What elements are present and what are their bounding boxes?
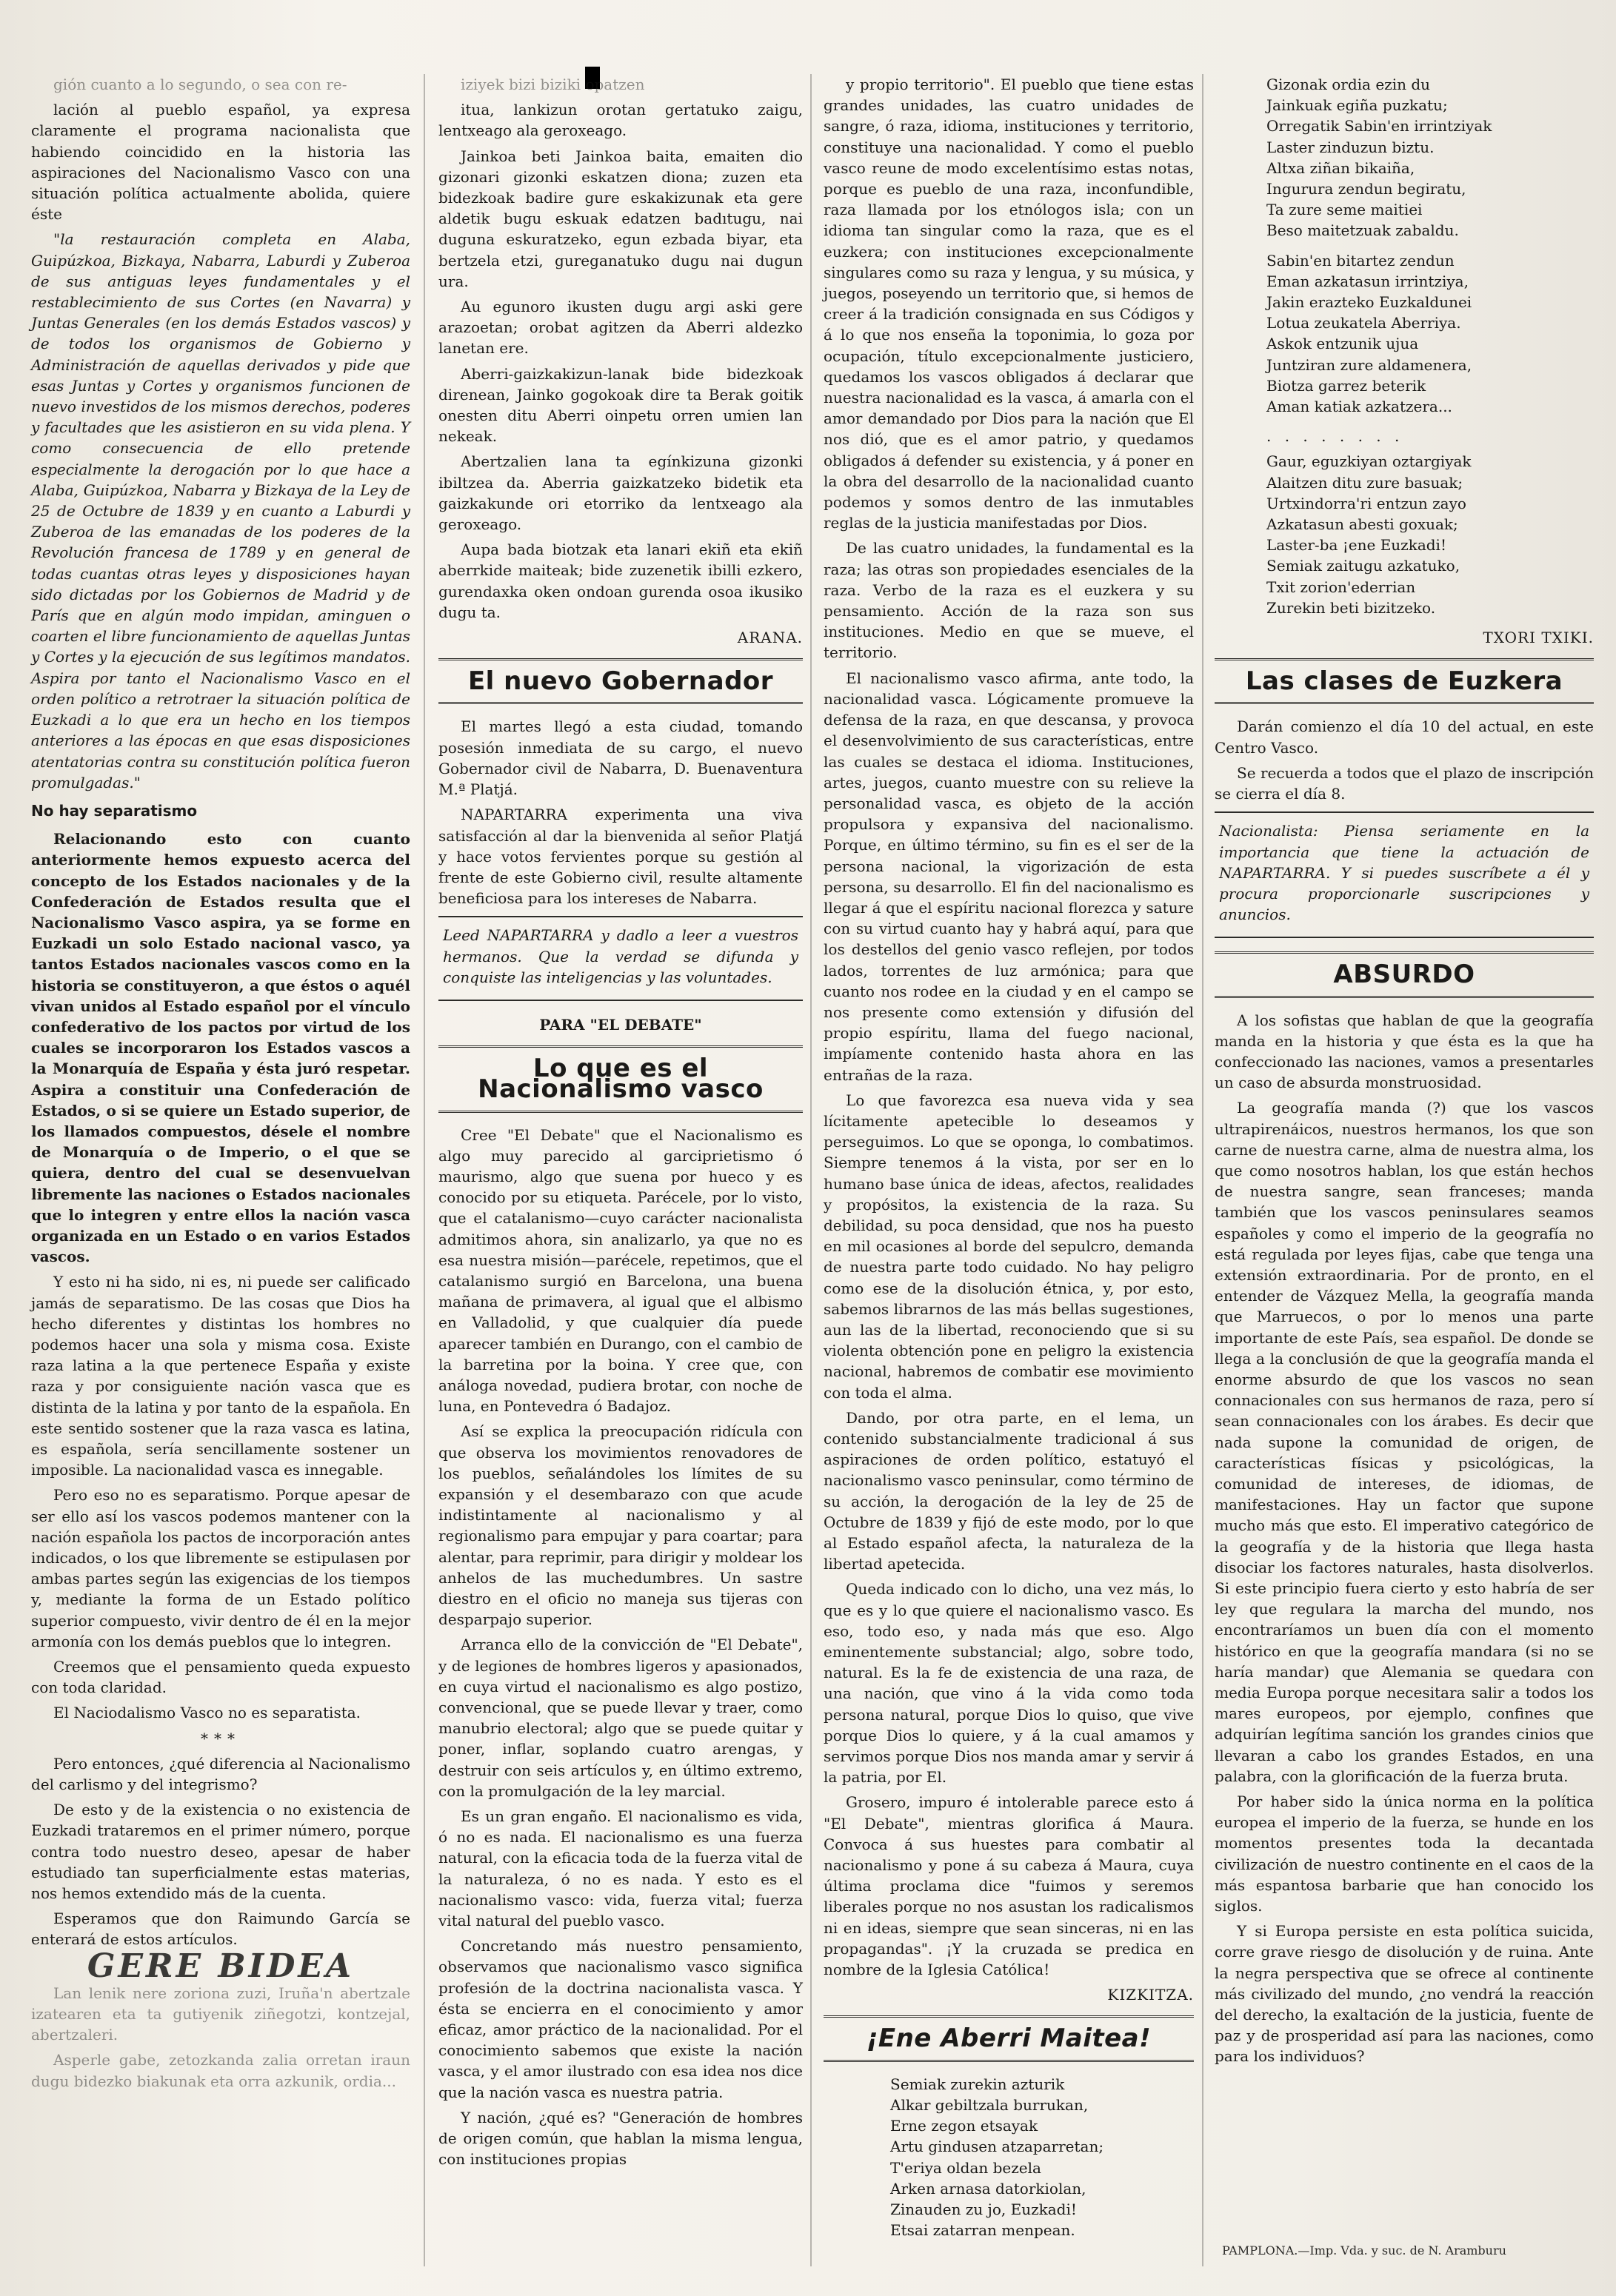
continuation-paragraph: Grosero, impuro é intolerable parece esto á "El Debate", mientras glorifica á Maura. Convoca á sus huestes para combatir al nacionalismo y pone á su cabeza á Maura, cuya última proclama dice "fuimos y seremos liberales porque no nos asustan los radicalismos ni en ideas, siempre que sean sinceras, ni en las propagandas". ¡Y la cruzada se predica en nombre de la Iglesia Católica! — [824, 1793, 1194, 1979]
poem-line: Orregatik Sabin'en irrintziyak — [1266, 117, 1492, 135]
column-1 — [21, 74, 421, 2251]
poem-line: Biotza garrez beterik — [1266, 376, 1426, 395]
heading-absurdo: ABSURDO — [1333, 960, 1475, 990]
column-2 — [428, 74, 813, 2251]
column-3 — [813, 74, 1204, 2251]
poem-line: Arken arnasa datorkiolan, — [890, 2179, 1086, 2198]
poem-line: Erne zegon etsayak — [890, 2117, 1038, 2135]
heading-box-absurdo — [1215, 951, 1594, 997]
top-fragment: iziyek bizi biziki opatzen — [461, 76, 645, 93]
gobernador-paragraph: NAPARTARRA experimenta una viva satisfacción al dar la bienvenida al señor Platjá y hace votos fervientes porque su gestión al frente de este Gobierno civil, resulte altamente beneficiosa para los intereses de Nabarra. — [438, 806, 803, 908]
poem-ene-aberri — [824, 2074, 1194, 2241]
heading-ene-aberri-maitea: ¡Ene Aberri Maitea! — [866, 2024, 1152, 2054]
article-paragraph: Pero entonces, ¿qué diferencia al Nacionalismo del carlismo y del integrismo? — [31, 1754, 410, 1794]
signature-txori-txiki: TXORI TXIKI. — [1483, 629, 1594, 647]
poem-line: Azkatasun abesti goxuak; — [1266, 515, 1458, 534]
poem-line: Gizonak ordia ezin du — [1266, 76, 1431, 93]
poem-stanza — [1266, 451, 1594, 618]
kicker-para-el-debate: PARA "EL DEBATE" — [539, 1015, 702, 1034]
debate-paragraph: Cree "El Debate" que el Nacionalismo es algo muy parecido al garciprietismo ó maurismo, algo que suena por hueco y es conocido por su etiqueta. Parécele, por lo visto, que el catalanismo—cuyo carácter nacionalista admitimos ahora, sin analizarlo, ya que no es esa nuestra misión—parécele, repetimos, que el catalanismo surgió en Barcelona, una buena mañana de primavera, al igual que el albismo en Valladolid, y que cualquier día puede aparecer también en Durango, con el cambio de la barretina por la boina. Y cree que, con análoga novedad, pudiera brotar, con noche de luna, en Pontevedra ó Badajoz. — [438, 1125, 803, 1416]
poem-line: Ta zure seme maitiei — [1266, 201, 1423, 219]
poem-line: Sabin'en bitartez zendun — [1266, 251, 1455, 270]
poem-line: Urtxindorra'ri entzun zayo — [1266, 494, 1466, 512]
continuation-paragraph: De las cuatro unidades, la fundamental es la raza; las otras son propiedades esenciales de la raza. Verbo de la raza es el euzkera y su pensamiento. Acción de la raza son sus instituciones. Medio en que se mueve, el territorio. — [824, 539, 1194, 662]
column-rule — [424, 74, 425, 2266]
poem-line: Alaitzen ditu zure basuak; — [1266, 473, 1463, 492]
poem-line: Ingurura zendun begiratu, — [1266, 180, 1466, 198]
debate-paragraph: Arranca ello de la convicción de "El Debate", y de legiones de hombres ligeros y apasionados, en cuya virtud el nacionalismo es algo postizo, convencional, que se puede llevar y traer, como manubrio electoral; algo que se puede quitar y poner, inflar, soplando cuatro arengas, y destruir con seis artículos y, en último extremo, con la promulgación de la ley marcial. — [438, 1636, 803, 1800]
section-title-no-separatismo: No hay separatismo — [31, 801, 198, 820]
poem-line: Etsai zatarran menpean. — [890, 2221, 1075, 2240]
heading-box-clases — [1215, 658, 1594, 704]
poem-line: Laster zinduzun biztu. — [1266, 138, 1435, 156]
poem-line: Artu gindusen atzaparretan; — [890, 2138, 1104, 2156]
absurdo-paragraph: Por haber sido la única norma en la política europea el imperio de la fuerza, se hunde en los momentos presentes toda la decantada civilización de nuestro continente en el caos de la más espantosa barbarie que han conocido los siglos. — [1215, 1793, 1594, 1915]
poem-line: Semiak zaitugu azkatuko, — [1266, 557, 1460, 575]
poem-line: T'eriya oldan bezela — [890, 2158, 1041, 2177]
poem-line: Lotua zeukatela Aberriya. — [1266, 314, 1461, 332]
poem-line: Beso maitetzuak zabaldu. — [1266, 221, 1459, 240]
poem-line: Zurekin beti bizitzeko. — [1266, 598, 1436, 617]
top-fragment: gión cuanto a lo segundo, o sea con re- — [53, 76, 347, 93]
debate-paragraph: Concretando más nuestro pensamiento, observamos que nacionalismo vasco significa profesión de la doctrina nacionalista vasca. Y ésta se encierra en el conocimiento y amor eficaz, amor práctico de la nacionalidad. Por el conocimiento sabemos que existe la nación vasca, y el amor ilustrado con esa idea nos dice que la nación vasca es nuestra patria. — [438, 1937, 803, 2101]
poem-line: Aman katiak azkatzera... — [1266, 398, 1452, 416]
top-fragment: itua, lankizun orotan gertatuko zaigu, lentxeago ala geroxeago. — [438, 101, 803, 140]
gere-text: Asperle gabe, zetozkanda zalia orretan iraun dugu bidezko biakunak eta orra azkunik, ordia... — [31, 2051, 410, 2090]
heading-lo-que-es-el-nacionalismo-vasco: Lo que es el Nacionalismo vasco — [478, 1054, 764, 1105]
poem-line: Alkar gebiltzala burrukan, — [890, 2095, 1089, 2114]
printer-footer: PAMPLONA.—Imp. Vda. y suc. de N. Aramburu — [1222, 2243, 1506, 2257]
poem-line: Semiak zurekin azturik — [890, 2075, 1065, 2093]
section-stars: *** — [201, 1729, 241, 1747]
box-note-leed — [438, 916, 803, 1001]
signature-arana: ARANA. — [737, 629, 803, 647]
absurdo-paragraph: La geografía manda (?) que los vascos ultrapirenáicos, nuestros hermanos, los que son carne de nuestra carne, alma de nuestra alma, los que como nosotros hablan, los que están hechos de nuestra sangre, sean franceses; manda también que los vascos peninsulares seamos españoles y como el imperio de la geografía no está regulada por leyes fijas, cabe que tenga una extensión extraordinaria. Por de pronto, en el entender de Vázquez Mella, la geografía manda que Marruecos, o por lo menos una parte importante de este País, sea español. De donde se llega a la conclusión de que la geografía manda el enorme absurdo de que los vascos no sean connacionales con sus hermanos de raza, pero sí sean connacionales con los árabes. Es decir que nada supone la comunidad de origen, de características físicas y psicológicas, la comunidad de intereses, de idiomas, de manifestaciones. Hay un factor que supone mucho más que esto. El imperativo categórico de la geografía y de la historia que llega hasta disociar los factores naturales, hasta disolverlos. Si este principio fuera cierto y esto habría de ser ley que regulara la marcha del mundo, nos encontraríamos un buen día con el momento histórico en que la geografía mandara (si no se haría mandar) que Alemania se quedara con media Europa porque necesitara salir a todos los mares europeos, por ejemplo, confines que adquirían legítima sanción los grandes cinios que llevaran a cabo los grandes Estados, en una palabra, con la glorificación de la fuerza bruta. — [1215, 1099, 1594, 1785]
poem-line: Askok entzunik ujua — [1266, 335, 1419, 353]
heading-las-clases-de-euzkera: Las clases de Euzkera — [1245, 666, 1563, 697]
signature-kizkitza: KIZKITZA. — [1107, 1986, 1194, 2004]
heading-box-ene-aberri — [824, 2015, 1194, 2061]
poem-line: Zinauden zu jo, Euzkadi! — [890, 2200, 1077, 2218]
heading-box-gobernador — [438, 658, 803, 704]
intro-paragraph: lación al pueblo español, ya expresa claramente el programa nacionalista que habiendo coincidido en la historia las aspiraciones del Nacionalismo Vasco con una situación política actualmente abolida, quiere éste — [31, 101, 410, 224]
poem-dots: . . . . . . . . — [1266, 427, 1404, 446]
gere-bidea-title: GERE BIDEA — [87, 1947, 355, 1985]
poem-line: Txit zorion'ederrian — [1266, 578, 1416, 596]
clases-paragraph: Darán comienzo el día 10 del actual, en este Centro Vasco. — [1215, 717, 1594, 757]
debate-paragraph: Y nación, ¿qué es? "Generación de hombres de origen común, que hablan la misma lengua, con instituciones propias — [438, 2108, 803, 2169]
quote-paragraph: "la restauración completa en Alaba, Guipúzkoa, Bizkaya, Nabarra, Laburdi y Zuberoa de sus antiguas leyes fundamentales y el restablecimiento de sus Cortes (en Navarra) y Juntas Generales (en los demás Estados vascos) y de todos los organismos de Gobierno y Administración de aquellas derivados y pide que esas Juntas y Cortes y organismos funcionen de nuevo investidos de los mismos derechos, poderes y facultades que les asistieron en su vida plena. Y como consecuencia de ello pretende especialmente la derogación por lo que hace a Alaba, Guipúzkoa, Nabarra y Bizkaya de la Ley de 25 de Octubre de 1839 y en cuanto a Laburdi y Zuberoa de las emanadas de los poderes de la Revolución francesa de 1789 y en general de todas cuantas otras leyes y disposiciones hayan sido dictadas por los Gobiernos de Madrid y de París que en algún modo impidan, aminguen o coarten el libre funcionamiento de aquellas Juntas y Cortes y la ejecución de sus legítimos mandatos. Aspira por tanto el Nacionalismo Vasco en el orden político a retrotraer la situación política de Euzkadi a lo que era un hecho en los tiempos anteriores a las épocas en que esas disposiciones atentatorias contra su constitución política fueron promulgadas." — [31, 230, 410, 791]
gere-text: Lan lenik nere zoriona zuzi, Iruña'n abertzale izatearen eta ta gutiyenik ziñegotzi, kontzejal, abertzaleri. — [31, 1984, 410, 2044]
continuation-paragraph: Lo que favorezca esa nueva vida y sea lícitamente apetecible lo deseamos y perseguimos. Lo que se oponga, lo combatimos. Siempre tenemos á la vista, por ser en lo humano base única de ideas, afectos, realidades y propósitos, la existencia de la raza. Su debilidad, su poca densidad, que nos ha puesto en mil ocasiones al borde del sepulcro, demanda de nuestra parte todo cuidado. No hay peligro como ese de la disolución étnica, y, por esto, sabemos librarnos de las más bellas sugestiones, aun las de la libertad, reconociendo que si su violenta obtención pone en peligro la existencia nacional, habremos de combatir ese movimiento con toda el alma. — [824, 1091, 1194, 1402]
debate-paragraph: Así se explica la preocupación ridícula con que observa los movimientos renovadores de los pueblos, señalándoles los límites de su expansión y el desembarazo con que acude indistintamente al nacionalismo y al regionalismo para empujar y para coartar; para alentar, para reprimir, para dirigir y moldear los anhelos de las muchedumbres. Un sastre diestro en el oficio no maneja sus tijeras con desparpajo superior. — [438, 1422, 803, 1629]
article-paragraph: Esperamos que don Raimundo García se enterará de estos artículos. — [31, 1910, 410, 1949]
basque-paragraph: Au egunoro ikusten dugu argi aski gere arazoetan; orobat agitzen da Aberri aldezko lanetan ere. — [438, 298, 803, 358]
basque-paragraph: Aupa bada biotzak eta lanari ekiñ eta ekiñ aberrkide maiteak; bide zuzenetik ibilli ezkero, gurendaxka oken ondoan gurenda osoa ikusiko dugu ta. — [438, 540, 803, 621]
continuation-paragraph: Queda indicado con lo dicho, una vez más, lo que es y lo que quiere el nacionalismo vasco. Es eso, todo eso, y nada más que eso. Algo eminentemente substancial; algo, sobre todo, natural. Es la fe de existencia de una raza, de una nación, que vino á la vida como toda persona natural, porque Dios lo quiso, que vive porque Dios lo quiere, y á la cual amamos y servimos porque Dios nos manda amar y servir á la patria, por El. — [824, 1580, 1194, 1787]
continuation-paragraph: Dando, por otra parte, en el lema, un contenido substancialmente tradicional á sus aspiraciones de orden político, estatuyó el nacionalismo vasco peninsular, como término de su acción, la derogación de la ley de 25 de Octubre de 1839 y fijó de este modo, por lo que al Estado español afecta, la naturaleza de la libertad apetecida. — [824, 1408, 1194, 1573]
poem-line: Altxa ziñan bikaiña, — [1266, 158, 1415, 177]
absurdo-paragraph: Y si Europa persiste en esta política suicida, corre grave riesgo de disolución y de ruina. Ante la negra perspectiva que se ofrece al continente más civilizado del mundo, ¿no vendrá la reacción del derecho, la exaltación de la justicia, fuente de paz y de prosperidad así para las naciones, como para los individuos? — [1215, 1922, 1594, 2066]
basque-paragraph: Jainkoa beti Jainkoa baita, emaiten dio gizonari gizonki eskatzen diona; zuzen eta bidezkoak badire gure eskakizunak eta gere aldetik bugu eskuak edatzen badıtugu, nai duguna eskuratzeko, egun ezbada biyar, eta bertzela etzi, gureganatuko dugu nai dugun ura. — [438, 147, 803, 290]
heading-el-nuevo-gobernador: El nuevo Gobernador — [467, 666, 774, 697]
box-note-nacionalista — [1215, 811, 1594, 938]
poem-line: Laster-ba ¡ene Euzkadi! — [1266, 536, 1446, 555]
article-paragraph: De esto y de la existencia o no existencia de Euzkadi trataremos en el primer número, porque contra todo nuestro deseo, apesar de haber estudiado tan superficialmente estas materias, nos hemos extendido más de la cuenta. — [31, 1801, 410, 1903]
poem-line: Jainkuak egiña puzkatu; — [1266, 96, 1448, 115]
gobernador-paragraph: El martes llegó a esta ciudad, tomando posesión inmediata de su cargo, el nuevo Gobernador civil de Nabarra, D. Buenaventura M.ª Platjá. — [438, 717, 803, 799]
absurdo-paragraph: A los sofistas que hablan de que la geografía manda en la historia y que ésta es la que ha confeccionado las naciones, vamos a presentarles un caso de absurda monstruosidad. — [1215, 1011, 1594, 1092]
column-4 — [1204, 74, 1604, 2251]
poem-continuation — [1215, 74, 1594, 618]
poem-stanza — [1266, 250, 1594, 418]
basque-paragraph: Abertzalien lana ta egínkizuna gizonki ibiltzea da. Aberria gaizkatzeko bidetik eta gaizkakunde ori etorriko da lentxeago ala geroxeago. — [438, 452, 803, 534]
debate-paragraph: Es un gran engaño. El nacionalismo es vida, ó no es nada. El nacionalismo es una fuerza natural, con la eficacia toda de la fuerza vital de la naturaleza, ó no es nada. Y esto es el nacionalismo vasco: vida, fuerza vital; fuerza vital natural del pueblo vasco. — [438, 1807, 803, 1930]
heading-box-nacionalismo — [438, 1045, 803, 1112]
article-paragraph: Y esto ni ha sido, ni es, ni puede ser calificado jamás de separatismo. De las cosas que Dios ha hecho diferentes y distintas los hombres no podemos hacer una sola y misma cosa. Existe raza latina a la que pertenece España y existe raza y por consiguiente nación vasca que es distinta de la latina y por tanto de la española. En este sentido sostener que la raza vasca es latina, es española, sería sencillamente sostener un imposible. La nacionalidad vasca es innegable. — [31, 1273, 410, 1479]
article-paragraph: Creemos que el pensamiento queda expuesto con toda claridad. — [31, 1658, 410, 1697]
article-paragraph: El Naciodalismo Vasco no es separatista. — [53, 1704, 361, 1722]
poem-line: Jakin erazteko Euzkaldunei — [1266, 293, 1472, 312]
article-paragraph: Pero eso no es separatismo. Porque apesar de ser ello así los vascos podemos mantener con la nación española los pactos de incorporación antes indicados, o los que libremente se estipulasen por ambas partes según las exigencias de los tiempos y, mediante la forma de un Estado político superior compuesto, vivir dentro de él en la mejor armonía con los demás pueblos que lo integren. — [31, 1486, 410, 1650]
nacionalista-note-text: Nacionalista: Piensa seriamente en la importancia que tiene la actuación de NAPARTARRA. Y si puedes suscríbete a él y procura proporcionarle suscripciones y anuncios. — [1219, 822, 1589, 924]
poem-line: Eman azkatasun irrintziya, — [1266, 272, 1469, 290]
poem-stanza — [1266, 74, 1594, 241]
poem-line: Gaur, eguzkiyan oztargiyak — [1266, 452, 1472, 471]
continuation-paragraph: El nacionalismo vasco afirma, ante todo, la nacionalidad vasca. Lógicamente promueve la defensa de la raza, en que descansa, y provoca el desenvolvimiento de sus características, entre las cuales se destaca el idioma. Instituciones, artes, juegos, cuanto muestre con su relieve la personalidad vasca, es objeto de la acción propulsora y expansiva del nacionalismo. Porque, en último término, su fin es el ser de la persona nacional, la vigorización de esta persona, su desarrollo. El fin del nacionalismo es llegar á que el espíritu nacional florezca y sature con su virtud cuanto hay y habrá aquí, para que los destellos del genio vasco reflejen, por todos lados, torrentes de luz armónica; para que cuanto nos rodee en la ciudad y en el campo se nos presente como extensión y difusión del propio espíritu, llama del fuego nacional, impíamente contenido hasta ahora en las entrañas de la raza. — [824, 669, 1194, 1084]
poem-line: Juntziran zure aldamenera, — [1266, 355, 1472, 374]
article-paragraph: Relacionando esto con cuanto anteriormente hemos expuesto acerca del concepto de los Estados nacionales y de la Confederación de Estados resulta que el Nacionalismo Vasco aspira, ya se forme en Euzkadi un solo Estado nacional vasco, ya tantos Estados nacionales vascos como en la historia se constituyeron, a que éstos o aquél vivan unidos al Estado español por el vínculo confederativo de los pactos por virtud de los cuales se incorporaron los Estados vascos a la Monarquía de España y ésta juró respetar. Aspira a constituir una Confederación de Estados, o si se quiere un Estado superior, de los llamados compuestos, désele el nombre de Monarquía o de Imperio, o el que se quiera, dentro del cual se desenvuelvan libremente las naciones o Estados nacionales que lo integren y entre ellos la nación vasca organizada en un Estado o en varios Estados vascos. — [31, 830, 410, 1266]
clases-paragraph: Se recuerda a todos que el plazo de inscripción se cierra el día 8. — [1215, 763, 1594, 803]
basque-paragraph: Aberri-gaizkakizun-lanak bide bidezkoak direnean, Jainko gogokoak dire ta Berak goitik onesten ditu Aberri oinpetu orren umien lan nekeak. — [438, 364, 803, 446]
box-note-text: Leed NAPARTARRA y dadlo a leer a vuestros hermanos. Que la verdad se difunda y conquiste las inteligencias y las voluntades. — [443, 926, 798, 986]
continuation-paragraph: y propio territorio". El pueblo que tiene estas grandes unidades, las cuatro unidades de sangre, ó raza, idioma, instituciones y territorio, constituye una nacionalidad. Y como el pueblo vasco reune de modo excelentísimo estas notas, porque es pueblo de una raza, inconfundible, raza llamada por los etnólogos isla; con un idioma tan singular como la raza, que es el euzkera; con instituciones excepcionalmente singulares como su raza y lengua, y su música, y juegos, poseyendo un territorio que, si hemos de creer á la tradición consignada en sus Códigos y á lo que nos enseña la toponimia, lo goza por ocupación, título excepcionalmente justiciero, quedamos los vascos obligados á declarar que nuestra nacionalidad es la vasca, á amarla con el amor demandado por Dios para la nación que El nos dió, que es el amor patrio, y quedamos obligados á defender su existencia, y á poner en la obra del desarrollo de la nacionalidad cuanto podemos y somos dentro de las inmutables reglas de la justicia manifestadas por Dios. — [824, 76, 1194, 532]
